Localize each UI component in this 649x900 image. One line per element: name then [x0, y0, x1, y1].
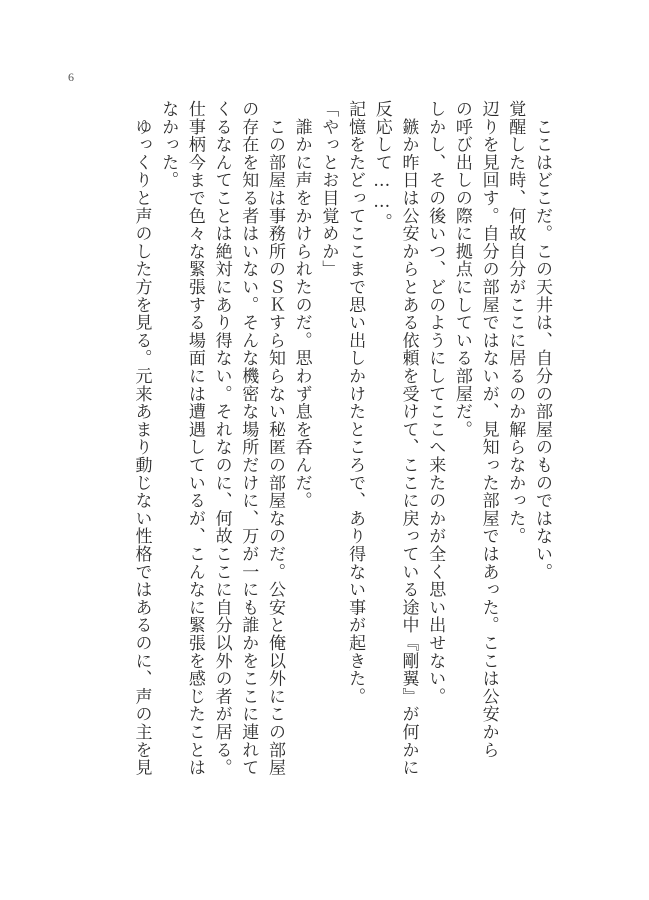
text-line: 記憶をたどってここまで思い出しかけたところで、あり得ない事が起きた。 [345, 100, 366, 706]
text-line: 誰かに声をかけられたのだ。思わず息を呑んだ。 [291, 100, 312, 510]
text-line: ここはどこだ。この天井は、自分の部屋のものではない。 [532, 100, 552, 581]
text-line: 仕事柄今まで色々な緊張する場面には遭遇しているが、こんなに緊張を感じたことは [184, 100, 205, 777]
text-line: この部屋は事務所のＳＫすら知らない秘匿の部屋なのだ。公安と俺以外にこの部屋 [264, 100, 285, 777]
text-line: 鏃か昨日は公安からとある依頼を受けて、ここに戻っている途中『剛翼』が何かに [398, 100, 419, 777]
text-line: の存在を知る者はいない。そんな機密な場所だけに、万が一にも誰かをここに連れて [238, 100, 259, 777]
text-line: 反応して……。 [371, 100, 392, 231]
page-number: 6 [68, 70, 74, 84]
text-line: 辺りを見回す。自分の部屋ではないが、見知った部屋ではあった。ここは公安から [478, 100, 499, 759]
text-line: くるなんてことは絶対にあり得ない。それなのに、何故ここに自分以外の者が居る。 [211, 100, 232, 777]
text-line: しかし、その後いつ、どのようにしてここへ来たのかが全く思い出せない。 [425, 100, 446, 706]
text-line: 覚醒した時、何故自分がここに居るのか解らなかった。 [505, 100, 526, 545]
text-line: の呼び出しの際に拠点にしている部屋だ。 [451, 100, 472, 439]
text-line: ゆっくりと声のした方を見る。元来あまり動じない性格ではあるのに、声の主を見 [131, 100, 152, 777]
text-line: 「やっとお目覚めか」 [318, 100, 339, 278]
vertical-text-body [100, 100, 555, 820]
text-line: なかった。 [158, 100, 179, 189]
